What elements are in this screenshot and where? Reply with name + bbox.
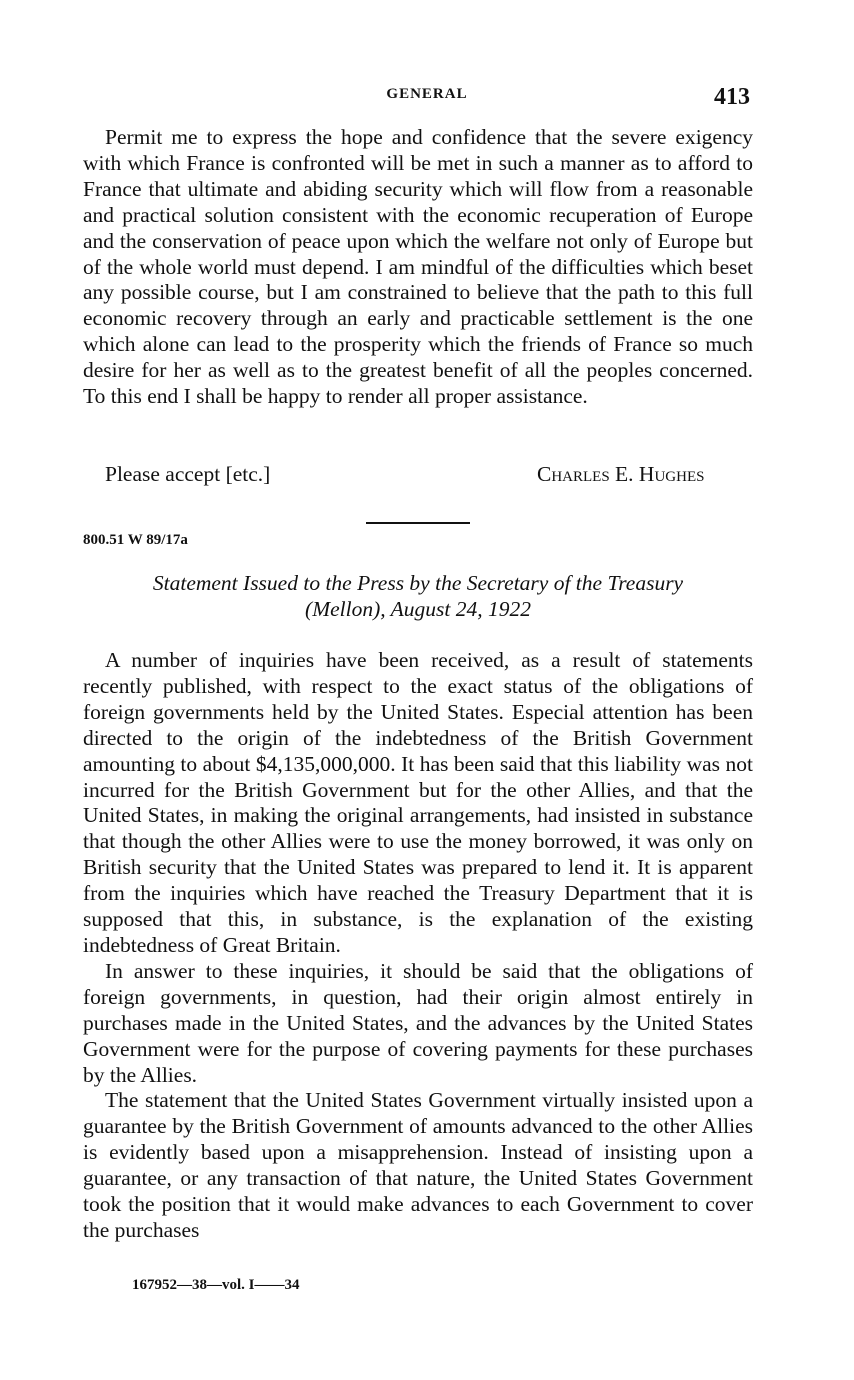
document-title xyxy=(83,570,753,622)
section-divider xyxy=(366,522,470,524)
closing-salutation: Please accept [etc.] xyxy=(105,462,271,486)
statement-paragraph-3: The statement that the United States Government virtually insisted upon a guarantee by the British Government of amounts advanced to the other Allies is evidently based upon a misapprehension. Instead of insisting upon a guarantee, or any transaction of that nature, the United States Government took the position that it would make advances to each Government to cover the purchases xyxy=(83,1088,753,1242)
document-title-line-2: (Mellon), August 24, 1922 xyxy=(305,597,531,621)
page-number: 413 xyxy=(714,84,750,110)
statement-paragraph-2: In answer to these inquiries, it should be said that the obligations of foreign governments, in question, had their origin almost entirely in purchases made in the United States, and the advances by the United States Government were for the purpose of covering payments for these purchases by the Allies. xyxy=(83,958,753,1087)
statement-body xyxy=(83,648,753,1244)
statement-paragraph-1: A number of inquiries have been received, as a result of statements recently published, with respect to the exact status of the obligations of foreign governments held by the United States. Especial attention has been directed to the origin of the indebtedness of the British Government amounting to about $4,135,000,000. It has been said that this liability was not incurred for the British Government but for the other Allies, and that the United States, in making the original arrangements, had insisted in substance that though the other Allies were to use the money borrowed, it was only on British security that the United States was prepared to lend it. It is apparent from the inquiries which have reached the Treasury Department that it is supposed that this, in substance, is the explanation of the existing indebtedness of Great Britain. xyxy=(83,648,753,957)
document-title-line-1: Statement Issued to the Press by the Secretary of the Treasury xyxy=(152,571,684,595)
running-head: GENERAL xyxy=(386,86,468,102)
signature: Charles E. Hughes xyxy=(537,462,705,486)
file-reference: 800.51 W 89/17a xyxy=(83,532,188,548)
letter-paragraph: Permit me to express the hope and confidence that the severe exigency with which France is confronted will be met in such a manner as to afford to France that ultimate and abiding security which will flow from a reasonable and practical solution consistent with the economic recuperation of Europe and the conservation of peace upon which the welfare not only of Europe but of the whole world must depend. I am mindful of the difficulties which beset any possible course, but I am constrained to believe that the path to this full economic recovery through an early and practicable settlement is the one which alone can lead to the prosperity which the friends of France so much desire for her as well as to the greatest benefit of all the peoples concerned. To this end I shall be happy to render all proper assistance. xyxy=(83,125,753,409)
letter-body xyxy=(83,125,753,410)
printer-reference: 167952—38—vol. I——34 xyxy=(132,1277,300,1293)
